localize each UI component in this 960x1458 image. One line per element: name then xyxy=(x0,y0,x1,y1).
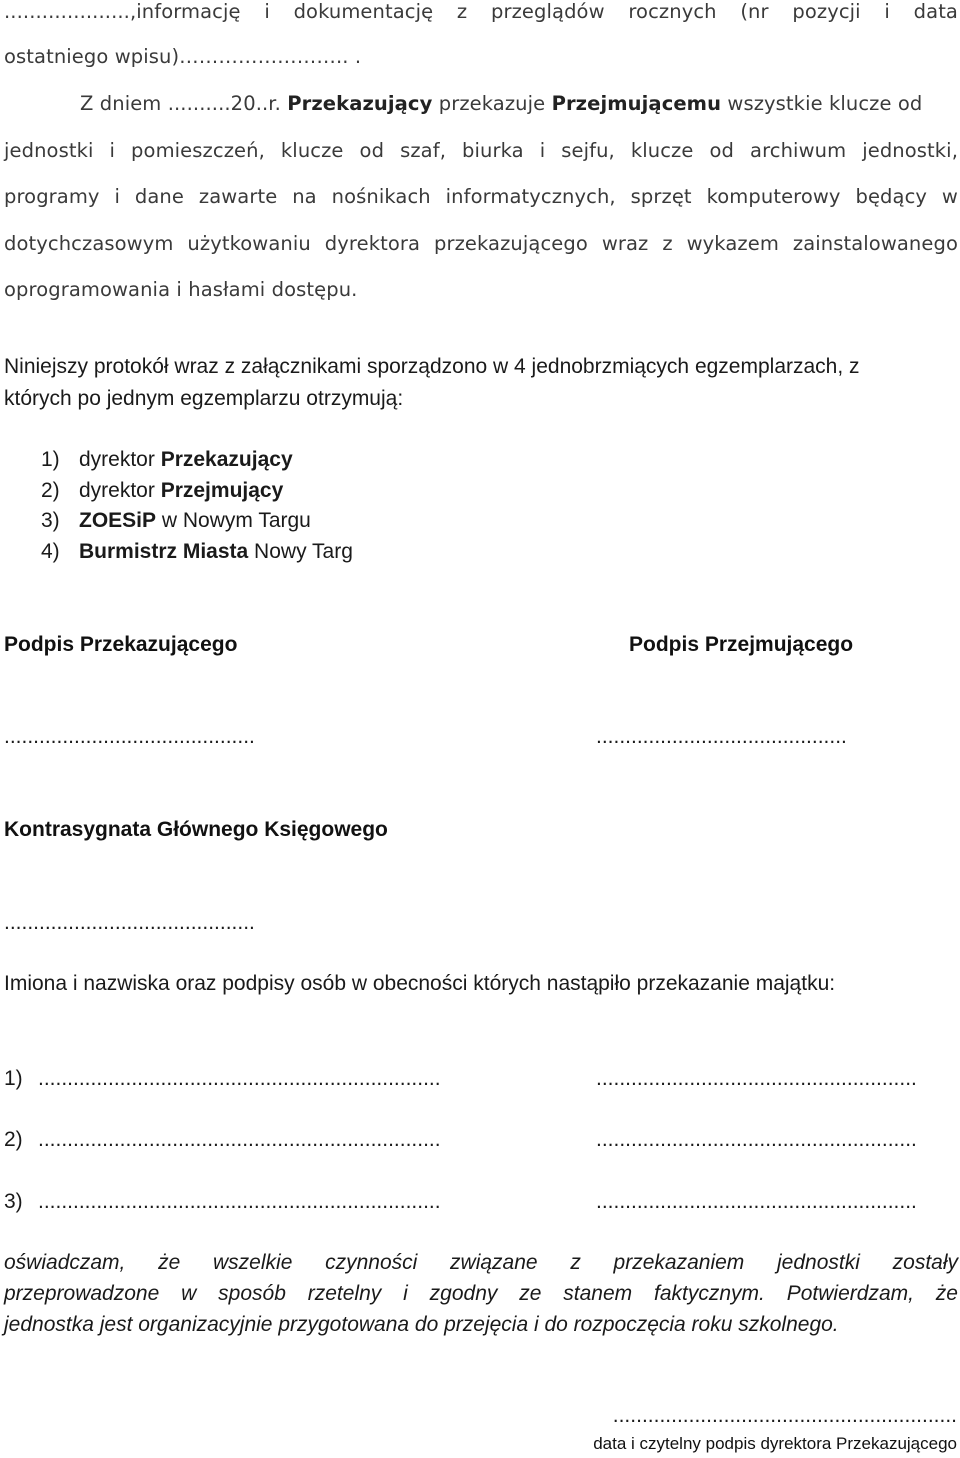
recipient-number: 1) xyxy=(41,448,60,471)
recipient-item xyxy=(41,540,353,564)
witness-name-line: ..................................................................... xyxy=(38,1190,441,1213)
witness-number: 1) xyxy=(4,1067,23,1090)
paragraph-handover-line-2: jednostki i pomieszczeń, klucze od szaf, biurka i sejfu, klucze od archiwum jednostki, xyxy=(4,139,958,162)
copies-line-1: Niniejszy protokół wraz z załącznikami sporządzono w 4 jednobrzmiących egzemplarzach, z xyxy=(4,355,860,378)
recipient-number: 4) xyxy=(41,540,60,563)
recipient-suffix: Nowy Targ xyxy=(248,540,353,563)
countersignature-line: ........................................... xyxy=(4,911,255,934)
paragraph-info-line-2: ostatniego wpisu)…………………….. . xyxy=(4,45,362,68)
declaration-line-2: przeprowadzone w sposób rzetelny i zgodny ze stanem faktycznym. Potwierdzam, że xyxy=(4,1282,958,1305)
footer-signature-caption: data i czytelny podpis dyrektora Przekazującego xyxy=(593,1434,957,1453)
recipient-suffix: w Nowym Targu xyxy=(156,509,311,532)
przekazujacy-bold: Przekazujący xyxy=(287,92,433,115)
signature-line-receiving: ........................................... xyxy=(596,725,847,748)
recipient-bold: Przekazujący xyxy=(160,448,293,471)
signature-label-receiving: Podpis Przejmującego xyxy=(629,633,854,656)
recipient-bold: Burmistrz Miasta xyxy=(79,540,249,563)
handover-rest-text: wszystkie klucze od xyxy=(727,92,923,115)
countersignature-label: Kontrasygnata Głównego Księgowego xyxy=(4,818,388,841)
paragraph-handover-line-4: dotychczasowym użytkowaniu dyrektora przekazującego wraz z wykazem zainstalowanego xyxy=(4,232,958,255)
recipient-item xyxy=(41,448,293,472)
recipient-bold: Przejmujący xyxy=(160,479,284,502)
paragraph-info-line-1: ....................,informację i dokumentację z przeglądów rocznych (nr pozycji i data xyxy=(4,0,958,23)
recipient-prefix: dyrektor xyxy=(79,479,161,502)
paragraph-handover-line-1 xyxy=(80,92,922,115)
recipient-number: 3) xyxy=(41,509,60,532)
footer-signature-line: ........................................................... xyxy=(612,1404,957,1427)
recipient-item xyxy=(41,479,283,503)
witnesses-label: Imiona i nazwiska oraz podpisy osób w obecności których nastąpiło przekazanie majątku: xyxy=(4,972,836,995)
witness-signature-line: ....................................................... xyxy=(596,1190,917,1213)
witness-number: 2) xyxy=(4,1128,23,1151)
witness-signature-line: ....................................................... xyxy=(596,1128,917,1151)
declaration-line-1: oświadczam, że wszelkie czynności związane z przekazaniem jednostki zostały xyxy=(4,1251,958,1274)
declaration-line-3: jednostka jest organizacyjnie przygotowana do przejęcia i do rozpoczęcia roku szkolnego. xyxy=(4,1313,839,1336)
przekazuje-text: przekazuje xyxy=(438,92,546,115)
recipient-item xyxy=(41,509,311,533)
date-field-text: Z dniem ..........20..r. xyxy=(80,92,281,115)
paragraph-handover-line-5: oprogramowania i hasłami dostępu. xyxy=(4,278,358,301)
witness-signature-line: ....................................................... xyxy=(596,1067,917,1090)
przejmujacemu-bold: Przejmującemu xyxy=(551,92,722,115)
witness-number: 3) xyxy=(4,1190,23,1213)
witness-name-line: ..................................................................... xyxy=(38,1128,441,1151)
copies-line-2: których po jednym egzemplarzu otrzymują: xyxy=(4,387,404,410)
recipient-bold: ZOESiP xyxy=(79,509,157,532)
signature-line-handing-over: ........................................... xyxy=(4,725,255,748)
witness-name-line: ..................................................................... xyxy=(38,1067,441,1090)
paragraph-handover-line-3: programy i dane zawarte na nośnikach informatycznych, sprzęt komputerowy będący w xyxy=(4,185,958,208)
recipient-prefix: dyrektor xyxy=(79,448,161,471)
signature-label-handing-over: Podpis Przekazującego xyxy=(4,633,238,656)
recipient-number: 2) xyxy=(41,479,60,502)
